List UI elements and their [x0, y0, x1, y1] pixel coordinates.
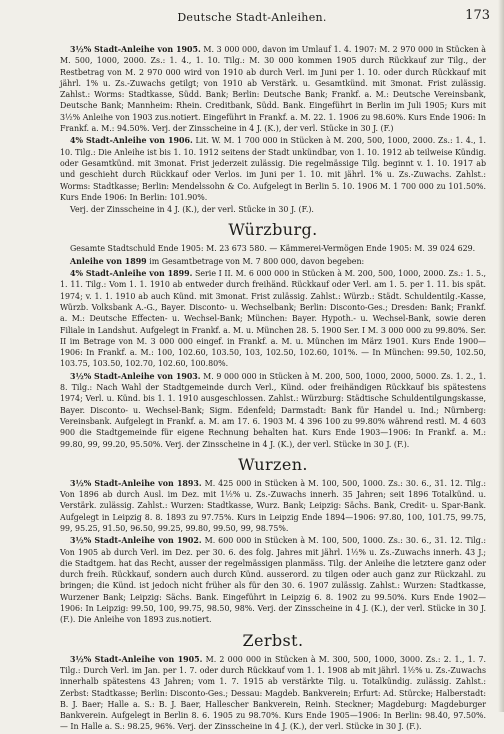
- section-continued: [60, 44, 486, 215]
- paragraph-text: Lit. W. M. 1 700 000 in Stücken à M. 200, 500, 1000, 2000. Zs.: 1. 4., 1. 10. Tilg.: Die Anleihe ist bis 1. 10. 1912 seitens der Stadt unkündbar, von 1. 10. 1912 ab teilweise Kündig. oder Gesamtkünd. mit 3monat. Frist jederzeit zulässig. Die regelmässige Tilg. beginnt v. 1. 10. 1917 ab und geschieht durch Rückkauf oder Verlos. im Juni per 1. 10. mit jährl. 1% u. Zs.-Zuwachs. Zahlst.: Worms: Stadtkasse; Berlin: Mendelssohn & Co. Aufgelegt in Berlin 5. 10. 1906 M. 1 700 000 zu 101.50%. Kurs Ende 1906: In Berlin: 101.90%.: [60, 136, 487, 202]
- bond-heading: 3½% Stadt-Anleihe von 1905.: [70, 654, 203, 664]
- paragraph: [60, 243, 486, 254]
- paragraph: [60, 535, 486, 625]
- paragraph-text: M. 2 000 000 in Stücken à M. 300, 500, 1000, 3000. Zs.: 2. 1., 1. 7. Tilg.: Durch Verl. im Jan. per 1. 7. oder durch Rückkauf vom 1. 1. 1908 ab mit jährl. 1½% u. Zs.-Zuwachs innerhalb spätestens 43 Jahren; vom 1. 7. 1915 ab verstärkte Tilg. u. Totalkündig. zulässig. Zahlst.: Zerbst: Stadtkasse; Berlin: Disconto-Ges.; Dessau: Magdeb. Bankverein; Erfurt: Ad. Stürcke; Halberstadt: B. J. Baer; Halle a. S.: B. J. Baer, Hallescher Bankverein, Reinh. Steckner; Magdeburg: Magdeburger Bankverein. Aufgelegt in Berlin 8. 6. 1905 zu 98.70%. Kurs Ende 1905—1906: In Berlin: 98.40, 97.50%. — In Halle a. S.: 98.25, 96%. Verj. der Zinsscheine in 4 J. (K.), der verl. Stücke in 30 J. (F.).: [60, 654, 486, 732]
- city-heading: Würzburg.: [228, 220, 318, 240]
- page-edge-shadow: [498, 0, 504, 712]
- page-number: 173: [465, 8, 490, 23]
- paragraph-text: M. 9 000 000 in Stücken à M. 200, 500, 1000, 2000, 5000. Zs. 1. 2., 1. 8. Tilg.: Nach Wahl der Stadtgemeinde durch Verl., Künd. oder freihändigen Rückkauf bis spätestens 1974; Verl. u. Künd. bis 1. 1. 1910 ausgeschlossen. Zahlst.: Würzburg: Städtische Schuldentilgungskasse, Bayer. Disconto- u. Wechsel-Bank; Sigm. Edenfeld; Darmstadt: Bank für Handel u. Ind.; Nürnberg: Vereinsbank. Aufgelegt in Frankf. a. M. am 17. 6. 1903 M. 4 396 100 zu 99.80% während restl. M. 4 603 900 die Stadtgemeinde für eigene Rechnung behalten hat. Kurs Ende 1903—1906: In Frankf. a. M.: 99.80, 99, 99.20, 95.50%. Verj. der Zinsscheine in 4 J. (K.), der verl. Stücke in 30 J. (F.).: [60, 371, 486, 449]
- bond-heading: 3½% Stadt-Anleihe von 1902.: [70, 536, 202, 546]
- paragraph: [60, 204, 486, 215]
- page-header: [0, 8, 504, 28]
- bond-heading: 3½% Stadt-Anleihe von 1905.: [70, 45, 201, 54]
- city-heading: Zerbst.: [242, 630, 304, 650]
- paragraph-text: Verj. der Zinsscheine in 4 J. (K.), der verl. Stücke in 30 J. (F.).: [70, 205, 314, 215]
- paragraph: [60, 371, 486, 450]
- section-wuerzburg: [60, 220, 486, 449]
- bond-heading: 4% Stadt-Anleihe von 1906.: [70, 136, 193, 146]
- paragraph: [60, 478, 486, 534]
- bond-heading: Anleihe von 1899: [70, 256, 147, 266]
- paragraph-text: Gesamte Stadtschuld Ende 1905: M. 23 673 580. — Kämmerei-Vermögen Ende 1905: M. 39 024 629.: [70, 244, 476, 254]
- paragraph: [60, 135, 486, 203]
- paragraph-text: M. 425 000 in Stücken à M. 100, 500, 1000. Zs.: 30. 6., 31. 12. Tilg.: Von 1896 ab durch Ausl. im Dez. mit 1½% u. Zs.-Zuwachs innerh. 35 Jahren; seit 1896 Totalkünd. u. Verstärk. zulässig. Zahlst.: Wurzen: Stadtkasse, Wurz. Bank; Leipzig: Sächs. Bank, Credit- u. Spar-Bank. Aufgelegt in Leipzig 8. 8. 1893 zu 97.75%. Kurs in Leipzig Ende 1894—1906: 97.80, 100, 101.75, 99.75, 99, 95.25, 91.50, 96.50, 99.25, 99.80, 99.50, 99, 98.75%.: [60, 478, 486, 533]
- bond-heading: 3½% Stadt-Anleihe von 1893.: [70, 478, 202, 488]
- paragraph-text: M. 3 000 000, davon im Umlauf 1. 4. 1907: M. 2 970 000 in Stücken à M. 500, 1000, 2000. Zs.: 1. 4., 1. 10. Tilg.: M. 30 000 kommen 1905 durch Rückkauf zur Tilg., der Restbetrag von M. 2 970 000 wird von 1910 ab durch Verl. im Juni per 1. 10. oder durch Rückkauf mit jährl. 1% u. Zs.-Zuwachs getilgt; von 1910 ab Verstärk. u. Gesamtkünd. mit 3monat. Frist zulässig. Zahlst.: Worms: Stadtkasse, Südd. Bank; Berlin: Deutsche Bank; Frankf. a. M.: Deutsche Vereinsbank, Deutsche Bank; Mannheim: Rhein. Creditbank, Südd. Bank. Eingeführt in Berlin im Juli 1905; Kurs mit 3½% Anleihe von 1903 zus.notiert. Eingeführt in Frankf. a. M. 22. 1. 1906 zu 98.60%. Kurs Ende 1906: In Frankf. a. M.: 94.50%. Verj. der Zinsscheine in 4 J. (K.), der verl. Stücke in 30 J. (F.): [60, 45, 487, 134]
- paragraph: [60, 654, 486, 733]
- paragraph: [60, 256, 486, 267]
- bond-heading: 4% Stadt-Anleihe von 1899.: [70, 269, 193, 279]
- city-heading: Wurzen.: [238, 454, 308, 474]
- section-zerbst: [60, 631, 486, 733]
- paragraph-text: Serie I II. M. 6 000 000 in Stücken à M. 200, 500, 1000, 2000. Zs.: 1. 5., 1. 11. Tilg.: Vom 1. 1. 1910 ab entweder durch freihänd. Rückkauf oder Verl. am 1. 5. per 1. 11. bis spät. 1974; v. 1. 1. 1910 ab auch Künd. mit 3monat. Frist zulässig. Zahlst.: Würzb.: Städt. Schuldentilg.-Kasse, Würzb. Volksbank A.-G., Bayer. Disconto- u. Wechselbank; Berlin: Disconto-Ges.; Dresden: Bank; Frankf. a. M.: Deutsche Effecten- u. Wechsel-Bank; München: Bayer. Hypoth.- u. Wechsel-Bank, sowie deren Filiale in Landshut. Aufgelegt in Frankf. a. M. u. München 28. 5. 1900 Ser. I M. 3 000 000 zu 99.80%. Ser. II im Betrage von M. 3 000 000 eingef. in Frankf. a. M. u. München im März 1901. Kurs Ende 1900—1906: In Frankf. a. M.: 100, 102.60, 103.50, 103, 102.50, 102.60, 101%. — In München: 99.50, 102.50, 103.75, 103.50, 102.70, 102.60, 100.80%.: [60, 269, 486, 369]
- paragraph-text: im Gesamtbetrage von M. 7 800 000, davon begeben:: [149, 256, 365, 266]
- paragraph: [60, 44, 486, 134]
- running-head: Deutsche Stadt-Anleihen.: [177, 11, 327, 24]
- bond-heading: 3½% Stadt-Anleihe von 1903.: [70, 371, 201, 381]
- paragraph: [60, 268, 486, 370]
- section-wurzen: [60, 455, 486, 626]
- paragraph-text: M. 600 000 in Stücken à M. 100, 500, 1000. Zs.: 30. 6., 31. 12. Tilg.: Von 1905 ab durch Verl. im Dez. per 30. 6. des folg. Jahres mit jährl. 1½% u. Zs.-Zuwachs innerh. 43 J.; die Stadtgem. hat das Recht, ausser der regelmässigen planmäss. Tilg. der Anleihe die letztere ganz oder durch freih. Rückkauf, sondern auch durch Künd. ausserord. zu tilgen oder auch ganz zur Rückzahl. zu bringen; die Künd. ist jedoch nicht früher als für den 30. 6. 1907 zulässig. Zahlst.: Wurzen: Stadtkasse, Wurzener Bank; Leipzig: Sächs. Bank. Eingeführt in Leipzig 6. 8. 1902 zu 99.50%. Kurs Ende 1902—1906: In Leipzig: 99.50, 100, 99.75, 98.50, 98%. Verj. der Zinsscheine in 4 J. (K.), der verl. Stücke in 30 J. (F.). Die Anleihe von 1893 zus.notiert.: [60, 536, 486, 625]
- text-column: [60, 44, 486, 734]
